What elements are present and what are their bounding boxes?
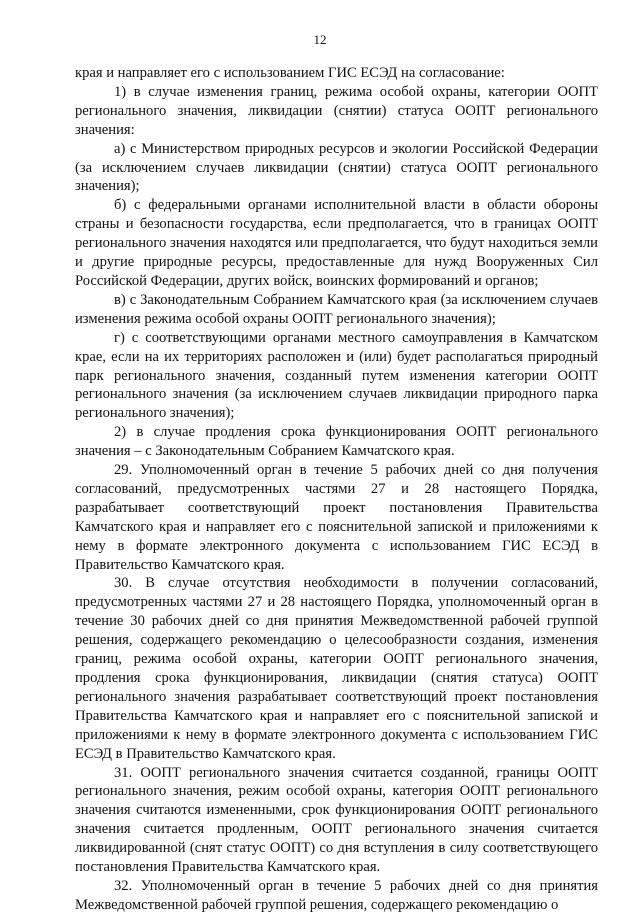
page-number: 12 [313,32,327,47]
paragraph-section-31: 31. ООПТ регионального значения считается созданной, границы ООПТ регионального значения, режим особой охраны, категория ООПТ регионального значения считаются измененными, срок функционирования ООПТ регионального значения считается продленным, ООПТ регионального значения считается ликвидированной (снят статус ООПТ) со дня вступления в силу соответствующего постановления Правительства Камчатского края. [75,764,598,876]
paragraph-section-29: 29. Уполномоченный орган в течение 5 рабочих дней со дня получения согласований, предусмотренных частями 27 и 28 настоящего Порядка, разрабатывает соответствующий проект постановления Правительства Камчатского края и направляет его с пояснительной запиской и приложениями к нему в формате электронного документа с использованием ГИС ЕСЭД в Правительство Камчатского края. [75,462,598,573]
paragraph-item-2: 2) в случае продления срока функционирования ООПТ регионального значения – с Законодательным Собранием Камчатского края. [75,424,598,460]
paragraph-section-32: 32. Уполномоченный орган в течение 5 рабочих дней со дня принятия Межведомственной рабочей группой решения, содержащего рекомендацию о [75,877,598,913]
paragraph-item-1: 1) в случае изменения границ, режима особой охраны, категории ООПТ регионального значения, ликвидации (снятии) статуса ООПТ регионального значения: [75,83,598,138]
paragraph-subitem-g: г) с соответствующими органами местного самоуправления в Камчатском крае, если на их территориях расположен и (или) будет располагаться природный парк регионального значения, созданный путем изменения категории ООПТ регионального значения (за исключением случаев ликвидации природного парка регионального значения); [75,329,598,422]
paragraph-section-30: 30. В случае отсутствия необходимости в получении согласований, предусмотренных частями 27 и 28 настоящего Порядка, уполномоченный орган в течение 30 рабочих дней со дня принятия Межведомственной рабочей группой решения, содержащего рекомендацию о целесообразности создания, изменения границ, режима особой охраны, категории ООПТ регионального значения, продления срока функционирования, ликвидации (снятия статуса) ООПТ регионального значения разрабатывает соответствующий проект постановления Правительства Камчатского края и направляет его с пояснительной запиской и приложениями к нему в формате электронного документа с использованием ГИС ЕСЭД в Правительство Камчатского края. [75,575,598,762]
paragraph-subitem-a: а) с Министерством природных ресурсов и экологии Российской Федерации (за исключением случаев ликвидации (снятии) статуса ООПТ регионального значения); [75,140,598,195]
paragraph-subitem-b: б) с федеральными органами исполнительной власти в области обороны страны и безопасности государства, если предполагается, что в границах ООПТ регионального значения находятся или предполагается, что будут находиться земли и другие природные ресурсы, предоставленные для нужд Вооруженных Сил Российской Федерации, других войск, воинских формирований и органов; [75,197,598,289]
paragraph-continuation: края и направляет его с использованием ГИС ЕСЭД на согласование: [75,65,505,81]
paragraph-subitem-v: в) с Законодательным Собранием Камчатского края (за исключением случаев изменения режима особой охраны ООПТ регионального значения); [75,291,598,327]
document-body [75,64,598,915]
